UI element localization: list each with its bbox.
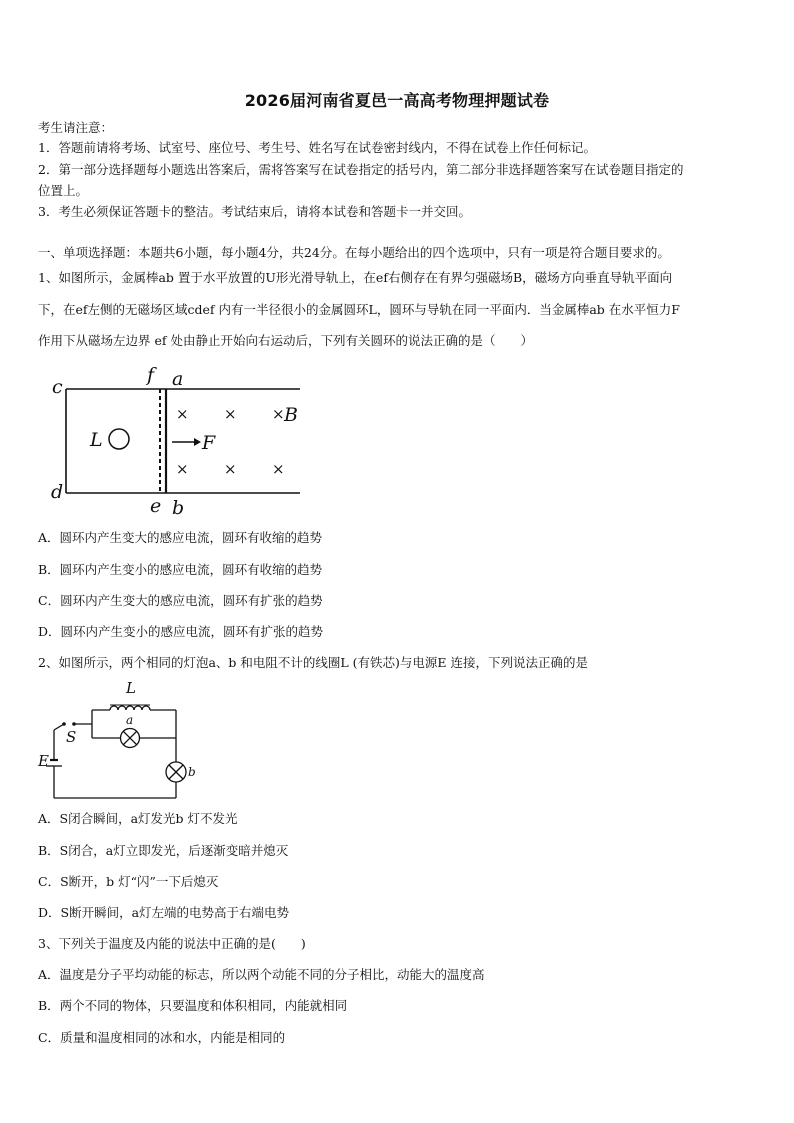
q3-option-c: C．质量和温度相同的冰和水，内能是相同的 xyxy=(38,1030,286,1045)
q3-option-b: B．两个不同的物体，只要温度和体积相同，内能就相同 xyxy=(38,998,348,1013)
q1-option-b: B．圆环内产生变小的感应电流，圆环有收缩的趋势 xyxy=(38,562,323,577)
label-L: L xyxy=(90,429,103,451)
q2-option-d: D．S断开瞬间，a灯左端的电势高于右端电势 xyxy=(38,905,290,920)
field-cross: × xyxy=(224,405,237,423)
notice-heading: 考生请注意： xyxy=(38,120,114,135)
switch-contact xyxy=(62,722,66,726)
section-heading: 一、单项选择题：本题共6小题，每小题4分，共24分。在每小题给出的四个选项中，只有一项是符合题目要求的。 xyxy=(38,245,670,260)
q3-option-a: A．温度是分子平均动能的标志，所以两个动能不同的分子相比，动能大的温度高 xyxy=(38,967,485,982)
field-cross: × xyxy=(176,460,189,478)
q1-option-a: A．圆环内产生变大的感应电流，圆环有收缩的趋势 xyxy=(38,530,323,545)
label-b: b xyxy=(188,765,196,779)
label-e: e xyxy=(150,495,162,517)
q2-figure xyxy=(34,678,204,804)
q1-stem-line-2: 下，在ef左侧的无磁场区域cdef 内有一半径很小的金属圆环L，圆环与导轨在同一平面内．当金属棒ab 在水平恒力F xyxy=(38,302,680,317)
label-E: E xyxy=(38,752,49,770)
notice-item-3: 3．考生必须保证答题卡的整洁。考试结束后，请将本试卷和答题卡一并交回。 xyxy=(38,204,471,219)
label-f: f xyxy=(147,364,155,386)
page-title: 2026届河南省夏邑一高高考物理押题试卷 xyxy=(244,91,550,110)
label-a: a xyxy=(172,368,184,390)
notice-item-2-cont: 位置上。 xyxy=(38,183,89,198)
metal-ring xyxy=(109,429,129,449)
q1-option-d: D．圆环内产生变小的感应电流，圆环有扩张的趋势 xyxy=(38,624,324,639)
label-S: S xyxy=(66,728,77,746)
label-a: a xyxy=(126,713,134,727)
q1-stem-line-3: 作用下从磁场左边界 ef 处由静止开始向右运动后，下列有关圆环的说法正确的是（ ） xyxy=(38,333,533,348)
q2-option-a: A．S闭合瞬间，a灯发光b 灯不发光 xyxy=(38,811,238,826)
q1-stem-line-1: 1、如图所示，金属棒ab 置于水平放置的U形光滑导轨上，在ef右侧存在有界匀强磁场B，磁场方向垂直导轨平面向 xyxy=(38,270,673,285)
notice-item-1: 1．答题前请将考场、试室号、座位号、考生号、姓名写在试卷密封线内，不得在试卷上作任何标记。 xyxy=(38,140,596,155)
q2-stem: 2、如图所示，两个相同的灯泡a、b 和电阻不计的线圈L (有铁芯)与电源E 连接，下列说法正确的是 xyxy=(38,655,589,670)
label-L: L xyxy=(126,679,136,697)
q2-option-b: B．S闭合，a灯立即发光，后逐渐变暗并熄灭 xyxy=(38,843,289,858)
switch-contact xyxy=(72,722,76,726)
field-cross: × xyxy=(224,460,237,478)
field-cross: × xyxy=(272,460,285,478)
force-arrow-head xyxy=(194,438,201,446)
field-cross: × xyxy=(272,405,285,423)
label-b: b xyxy=(172,497,185,519)
field-cross: × xyxy=(176,405,189,423)
label-c: c xyxy=(52,376,63,398)
label-F: F xyxy=(202,432,216,454)
q1-figure xyxy=(48,362,308,520)
q3-stem: 3、下列关于温度及内能的说法中正确的是( ) xyxy=(38,936,306,951)
label-d: d xyxy=(51,481,64,503)
q2-option-c: C．S断开，b 灯“闪”一下后熄灭 xyxy=(38,874,219,889)
q1-option-c: C．圆环内产生变大的感应电流，圆环有扩张的趋势 xyxy=(38,593,323,608)
inductor-coil xyxy=(110,706,150,710)
label-B: B xyxy=(284,404,298,426)
notice-item-2: 2．第一部分选择题每小题选出答案后，需将答案写在试卷指定的括号内，第二部分非选择题答案写在试卷题目指定的 xyxy=(38,162,684,177)
